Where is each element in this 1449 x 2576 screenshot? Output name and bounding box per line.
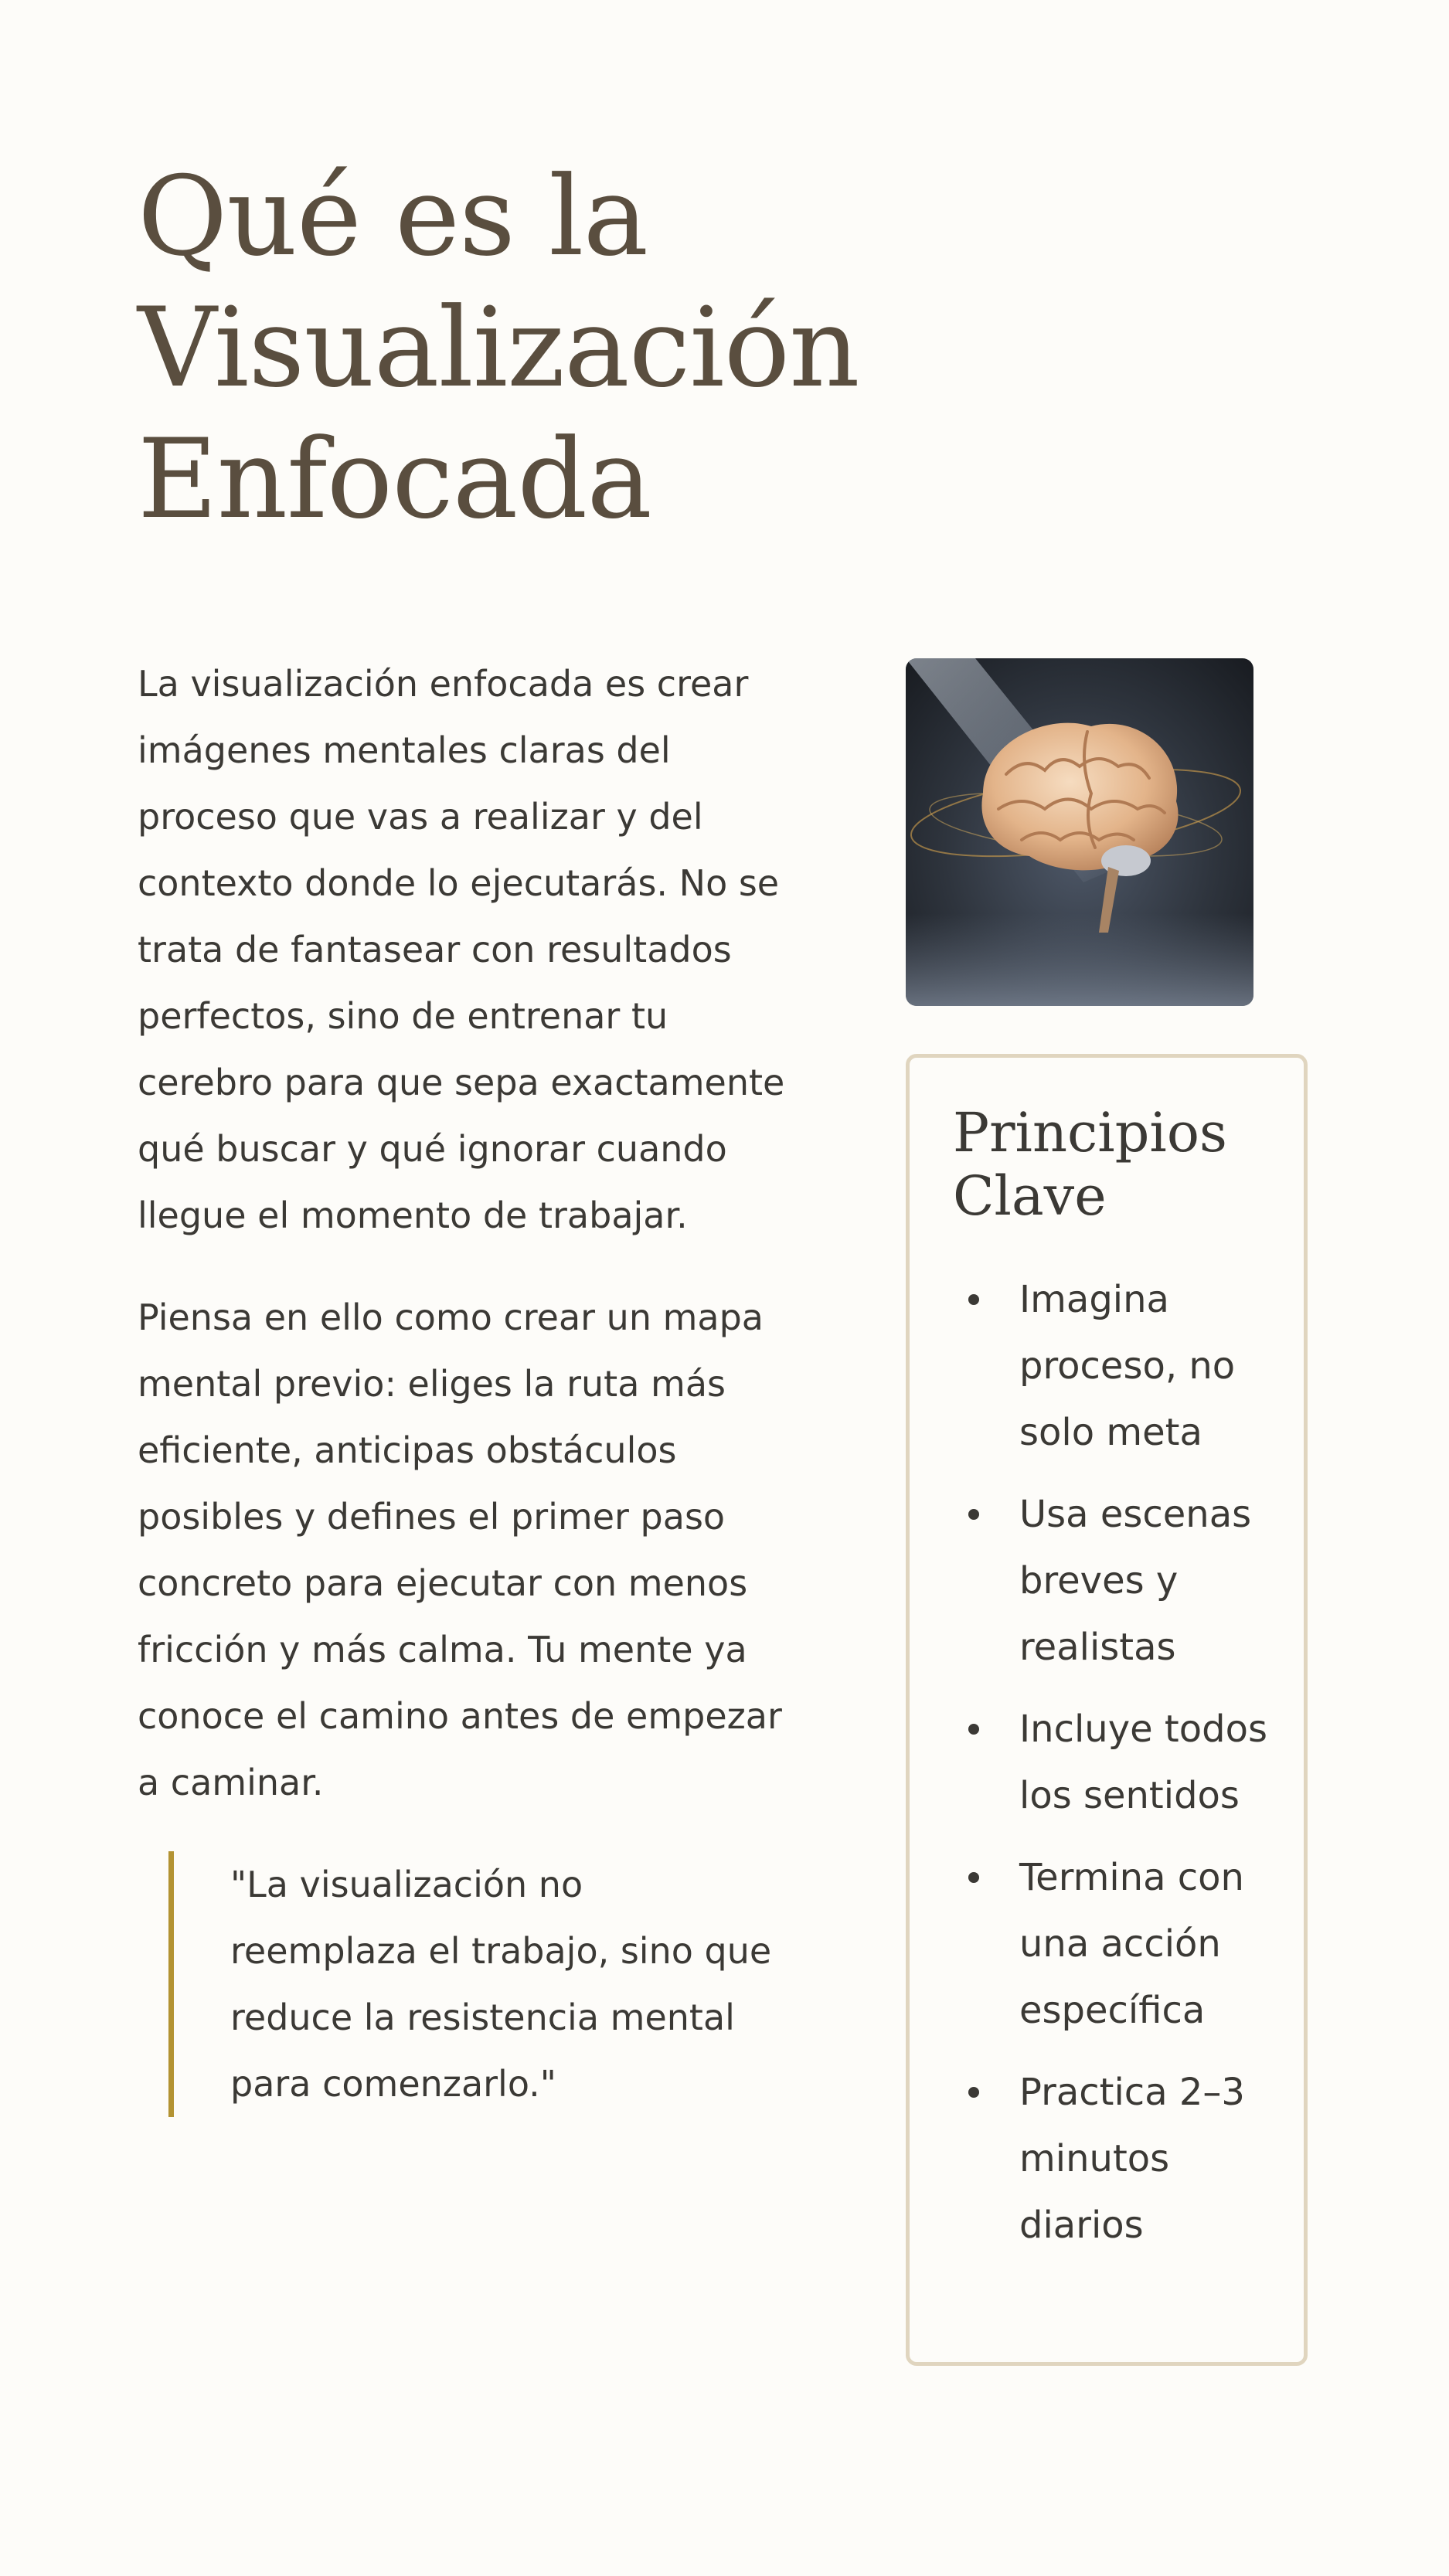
- bullet-icon: [968, 2087, 979, 2098]
- list-item-text: Usa escenas breves y realistas: [1019, 1493, 1252, 1669]
- pull-quote: "La visualización no reemplaza el trabajo, sino que reduce la resistencia mental para comenzarlo.": [168, 1851, 779, 2117]
- intro-paragraph: La visualización enfocada es crear imágenes mentales claras del proceso que vas a realizar y del contexto donde lo ejecutarás. No se trata de fantasear con resultados perfectos, sino de entrenar tu cerebro para que sepa exactamente qué buscar y qué ignorar cuando llegue el momento de trabajar.: [138, 663, 785, 1236]
- list-item-text: Practica 2–3 minutos diarios: [1019, 2071, 1245, 2247]
- key-principles-box: [906, 1054, 1308, 2366]
- list-item: [953, 1696, 1273, 1829]
- metaphor-paragraph: Piensa en ello como crear un mapa mental previo: eliges la ruta más eficiente, anticipas obstáculos posibles y defines el primer paso concreto para ejecutar con menos fricción y más calma. Tu mente ya conoce el camino antes de empezar a caminar.: [138, 1296, 782, 1803]
- list-item: [953, 1844, 1273, 2044]
- bullet-icon: [968, 1509, 979, 1520]
- sidebar-title: Principios Clave: [953, 1101, 1227, 1228]
- bullet-icon: [968, 1872, 979, 1883]
- main-content: [138, 651, 810, 2153]
- brain-image: [906, 658, 1253, 1006]
- list-item-text: Imagina proceso, no solo meta: [1019, 1278, 1236, 1454]
- list-item-text: Incluye todos los sentidos: [1019, 1708, 1267, 1817]
- principles-list: [953, 1266, 1273, 2258]
- bullet-icon: [968, 1294, 979, 1305]
- list-item: [953, 2059, 1273, 2258]
- page-title: Qué es la Visualización Enfocada: [138, 153, 859, 543]
- bullet-icon: [968, 1724, 979, 1735]
- list-item: [953, 1481, 1273, 1681]
- list-item: [953, 1266, 1273, 1466]
- list-item-text: Termina con una acción específica: [1019, 1856, 1244, 2032]
